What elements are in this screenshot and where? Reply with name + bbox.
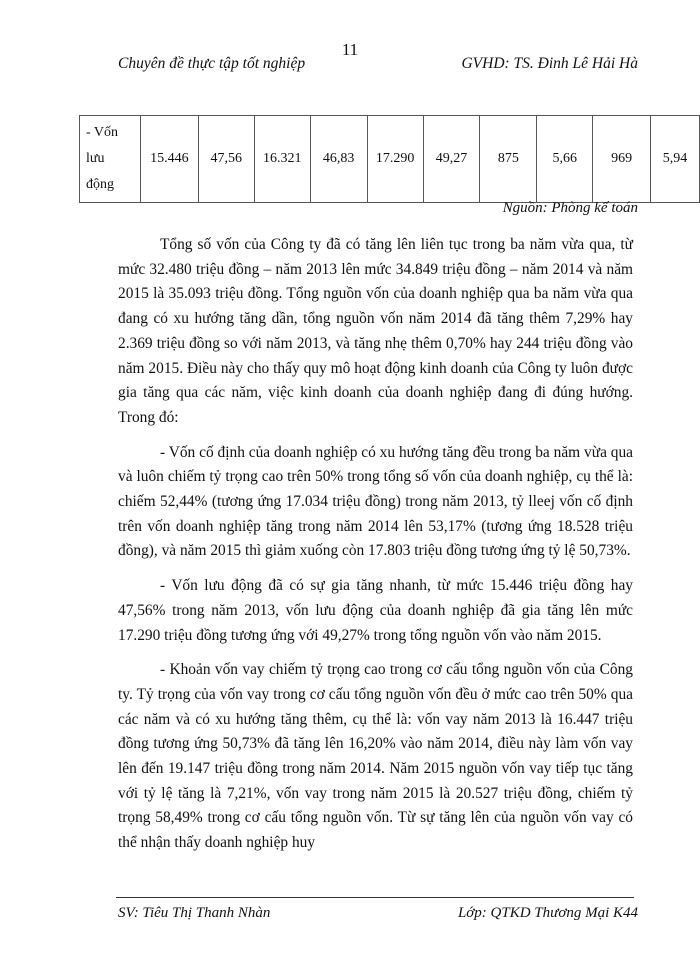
table-cell: 17.290 xyxy=(367,116,423,203)
header-report-title: Chuyên đề thực tập tốt nghiệp xyxy=(118,55,306,72)
header-supervisor: GVHD: TS. Đinh Lê Hải Hà xyxy=(461,55,638,72)
body-text xyxy=(118,233,633,856)
table-row xyxy=(80,116,700,203)
row-label-line: lưu xyxy=(86,151,105,166)
table-cell: 5,94 xyxy=(651,116,700,203)
paragraph-borrowed-capital: - Khoản vốn vay chiếm tỷ trọng cao trong cơ cấu tổng nguồn vốn của Công ty. Tỷ trọng của vốn vay trong cơ cấu tổng nguồn vốn đều ở mức cao trên 50% qua các năm và có xu hướng tăng thêm, cụ thể là: vốn vay năm 2013 là 16.447 triệu đồng tương ứng 50,73% đã tăng lên 16,20% vào năm 2014, điều này làm vốn vay lên đến 19.147 triệu đồng trong năm 2014. Năm 2015 nguồn vốn vay tiếp tục tăng với tỷ lệ tăng là 7,21%, vốn vay trong năm 2015 là 20.527 triệu đồng, chiếm tỷ trọng 58,49% trong cơ cấu tổng nguồn vốn. Từ sự tăng lên của nguồn vốn vay có thể nhận thấy doanh nghiệp huy xyxy=(118,661,633,852)
row-label-line: động xyxy=(86,177,114,192)
footer-divider xyxy=(116,897,634,898)
table-cell: 16.321 xyxy=(254,116,310,203)
row-label-line: - Vốn xyxy=(86,125,119,140)
table-cell: 47,56 xyxy=(198,116,254,203)
table-cell: 969 xyxy=(593,116,651,203)
paragraph-working-capital: - Vốn lưu động đã có sự gia tăng nhanh, từ mức 15.446 triệu đồng hay 47,56% trong năm 2013, vốn lưu động của doanh nghiệp đã gia tăng lên mức 17.290 triệu đồng tương ứng với 49,27% trong tổng nguồn vốn vào năm 2015. xyxy=(118,577,633,644)
table-cell: 875 xyxy=(480,116,537,203)
working-capital-table xyxy=(79,115,700,203)
table-cell: 5,66 xyxy=(537,116,593,203)
footer-student: SV: Tiêu Thị Thanh Nhàn xyxy=(118,905,271,921)
footer-class: Lớp: QTKD Thương Mại K44 xyxy=(457,905,638,921)
table-cell: 46,83 xyxy=(310,116,367,203)
table-cell: 49,27 xyxy=(423,116,480,203)
table-source-note: Nguồn: Phòng kế toán xyxy=(502,200,638,216)
paragraph-total-capital: Tổng số vốn của Công ty đã có tăng lên liên tục trong ba năm vừa qua, từ mức 32.480 triệu đồng – năm 2013 lên mức 34.849 triệu đồng – năm 2014 và năm 2015 là 35.093 triệu đồng. Tổng nguồn vốn của doanh nghiệp qua ba năm vừa qua đang có xu hướng tăng dần, tổng nguồn vốn năm 2014 đã tăng thêm 7,29% hay 2.369 triệu đồng so với năm 2013, và tăng nhẹ thêm 0,70% hay 244 triệu đồng vào năm 2015. Điều này cho thấy quy mô hoạt động kinh doanh của Công ty luôn được gia tăng qua các năm, việc kinh doanh của doanh nghiệp đang đi đúng hướng. Trong đó: xyxy=(118,236,633,426)
page-number: 11 xyxy=(341,40,359,59)
table-cell: 15.446 xyxy=(140,116,198,203)
row-label-cell xyxy=(80,116,141,203)
paragraph-fixed-capital: - Vốn cố định của doanh nghiệp có xu hướng tăng đều trong ba năm vừa qua và luôn chiếm tỷ trọng cao trên 50% trong tổng số vốn của doanh nghiệp, cụ thể là: chiếm 52,44% (tương ứng 17.034 triệu đồng) trong năm 2013, tỷ lleej vốn cố định trên vốn doanh nghiệp tăng trong năm 2014 lên 53,17% (tương ứng 18.528 triệu đồng), và năm 2015 thì giảm xuống còn 17.803 triệu đồng tương ứng tỷ lệ 50,73%. xyxy=(118,443,633,560)
